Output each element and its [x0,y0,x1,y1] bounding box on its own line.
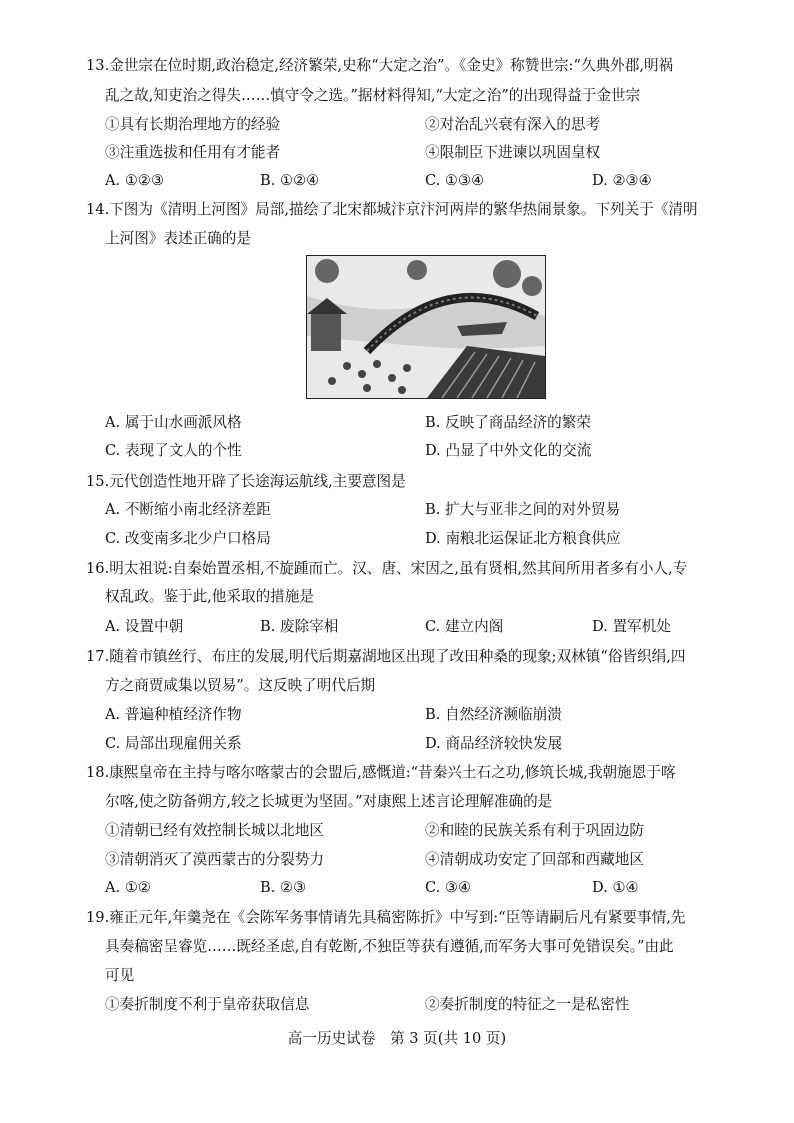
painting-illustration [307,256,545,398]
q16-option-b: B. 废除宰相 [260,618,339,635]
q13-statement-2: ②对治乱兴衰有深入的思考 [425,116,601,133]
q14-option-b: B. 反映了商品经济的繁荣 [425,414,591,431]
q18-stem-line-1: 18.康熙皇帝在主持与喀尔喀蒙古的会盟后,感慨道:“昔秦兴土石之功,修筑长城,我朝施恩于喀 [86,764,676,781]
q16-option-a: A. 设置中朝 [105,618,184,635]
q18-option-d: D. ①④ [592,879,639,896]
q19-stem-line-2: 具奏稿密呈睿览……既经圣虑,自有乾断,不独臣等获有遵循,而军务大事可免错误矣。”由此 [105,938,674,955]
q17-stem-line-2: 方之商贾咸集以贸易”。这反映了明代后期 [105,677,376,694]
q17-option-c: C. 局部出现雇佣关系 [105,735,242,752]
q14-stem-line-1: 14.下图为《清明上河图》局部,描绘了北宋都城汴京汴河两岸的繁华热闹景象。下列关于《清明 [86,201,698,218]
q19-stem-line-3: 可见 [105,967,135,984]
q13-option-b: B. ①②④ [260,172,320,189]
q13-statement-1: ①具有长期治理地方的经验 [105,116,281,133]
q17-stem-line-1: 17.随着市镇丝行、布庄的发展,明代后期嘉湖地区出现了改田种桑的现象;双林镇“俗皆织绢,四 [86,648,686,665]
q15-option-d: D. 南粮北运保证北方粮食供应 [425,530,621,547]
q13-option-c: C. ①③④ [425,172,485,189]
exam-title: 高一历史试卷 [287,1030,376,1047]
q13-statement-4: ④限制臣下进谏以巩固皇权 [425,144,601,161]
q13-stem-line-2: 乱之故,知吏治之得失……慎守令之选。”据材料得知,“大定之治”的出现得益于金世宗 [105,87,641,104]
q15-option-c: C. 改变南多北少户口格局 [105,530,271,547]
q15-stem-line-1: 15.元代创造性地开辟了长途海运航线,主要意图是 [86,473,406,490]
q17-option-b: B. 自然经济濒临崩溃 [425,706,562,723]
q18-statement-1: ①清朝已经有效控制长城以北地区 [105,822,324,839]
q19-stem-line-1: 19.雍正元年,年羹尧在《会陈军务事情请先具稿密陈折》中写到:“臣等请嗣后凡有紧要事情,先 [86,909,686,926]
q14-option-d: D. 凸显了中外文化的交流 [425,442,592,459]
q16-option-c: C. 建立内阁 [425,618,504,635]
q16-stem-line-2: 权乱政。鉴于此,他采取的措施是 [105,588,314,605]
q14-option-c: C. 表现了文人的个性 [105,442,242,459]
q18-option-c: C. ③④ [425,879,472,896]
q13-option-d: D. ②③④ [592,172,652,189]
q13-statement-3: ③注重选拔和任用有才能者 [105,144,281,161]
q13-option-a: A. ①②③ [105,172,165,189]
q14-stem-line-2: 上河图》表述正确的是 [105,230,251,247]
q19-statement-1: ①奏折制度不利于皇帝获取信息 [105,996,310,1013]
page-number: 第 3 页(共 10 页) [390,1030,507,1047]
q18-option-b: B. ②③ [260,879,307,896]
q18-option-a: A. ①② [105,879,151,896]
q14-option-a: A. 属于山水画派风格 [105,414,242,431]
q18-statement-3: ③清朝消灭了漠西蒙古的分裂势力 [105,851,324,868]
q17-option-d: D. 商品经济较快发展 [425,735,563,752]
q15-option-b: B. 扩大与亚非之间的对外贸易 [425,501,621,518]
q16-option-d: D. 置军机处 [592,618,671,635]
qingming-painting-image [306,255,546,399]
q19-statement-2: ②奏折制度的特征之一是私密性 [425,996,630,1013]
q18-statement-4: ④清朝成功安定了回部和西藏地区 [425,851,644,868]
q16-stem-line-1: 16.明太祖说:自秦始置丞相,不旋踵而亡。汉、唐、宋因之,虽有贤相,然其间所用者多有小人,专 [86,560,688,577]
q18-statement-2: ②和睦的民族关系有利于巩固边防 [425,822,644,839]
q18-stem-line-2: 尔喀,使之防备朔方,较之长城更为坚固。”对康熙上述言论理解准确的是 [105,793,553,810]
page-footer [0,1027,794,1048]
q13-stem-line-1: 13.金世宗在位时期,政治稳定,经济繁荣,史称“大定之治”。《金史》称赞世宗:“久典外郡,明祸 [86,57,674,74]
q15-option-a: A. 不断缩小南北经济差距 [105,501,271,518]
q17-option-a: A. 普遍种植经济作物 [105,706,242,723]
